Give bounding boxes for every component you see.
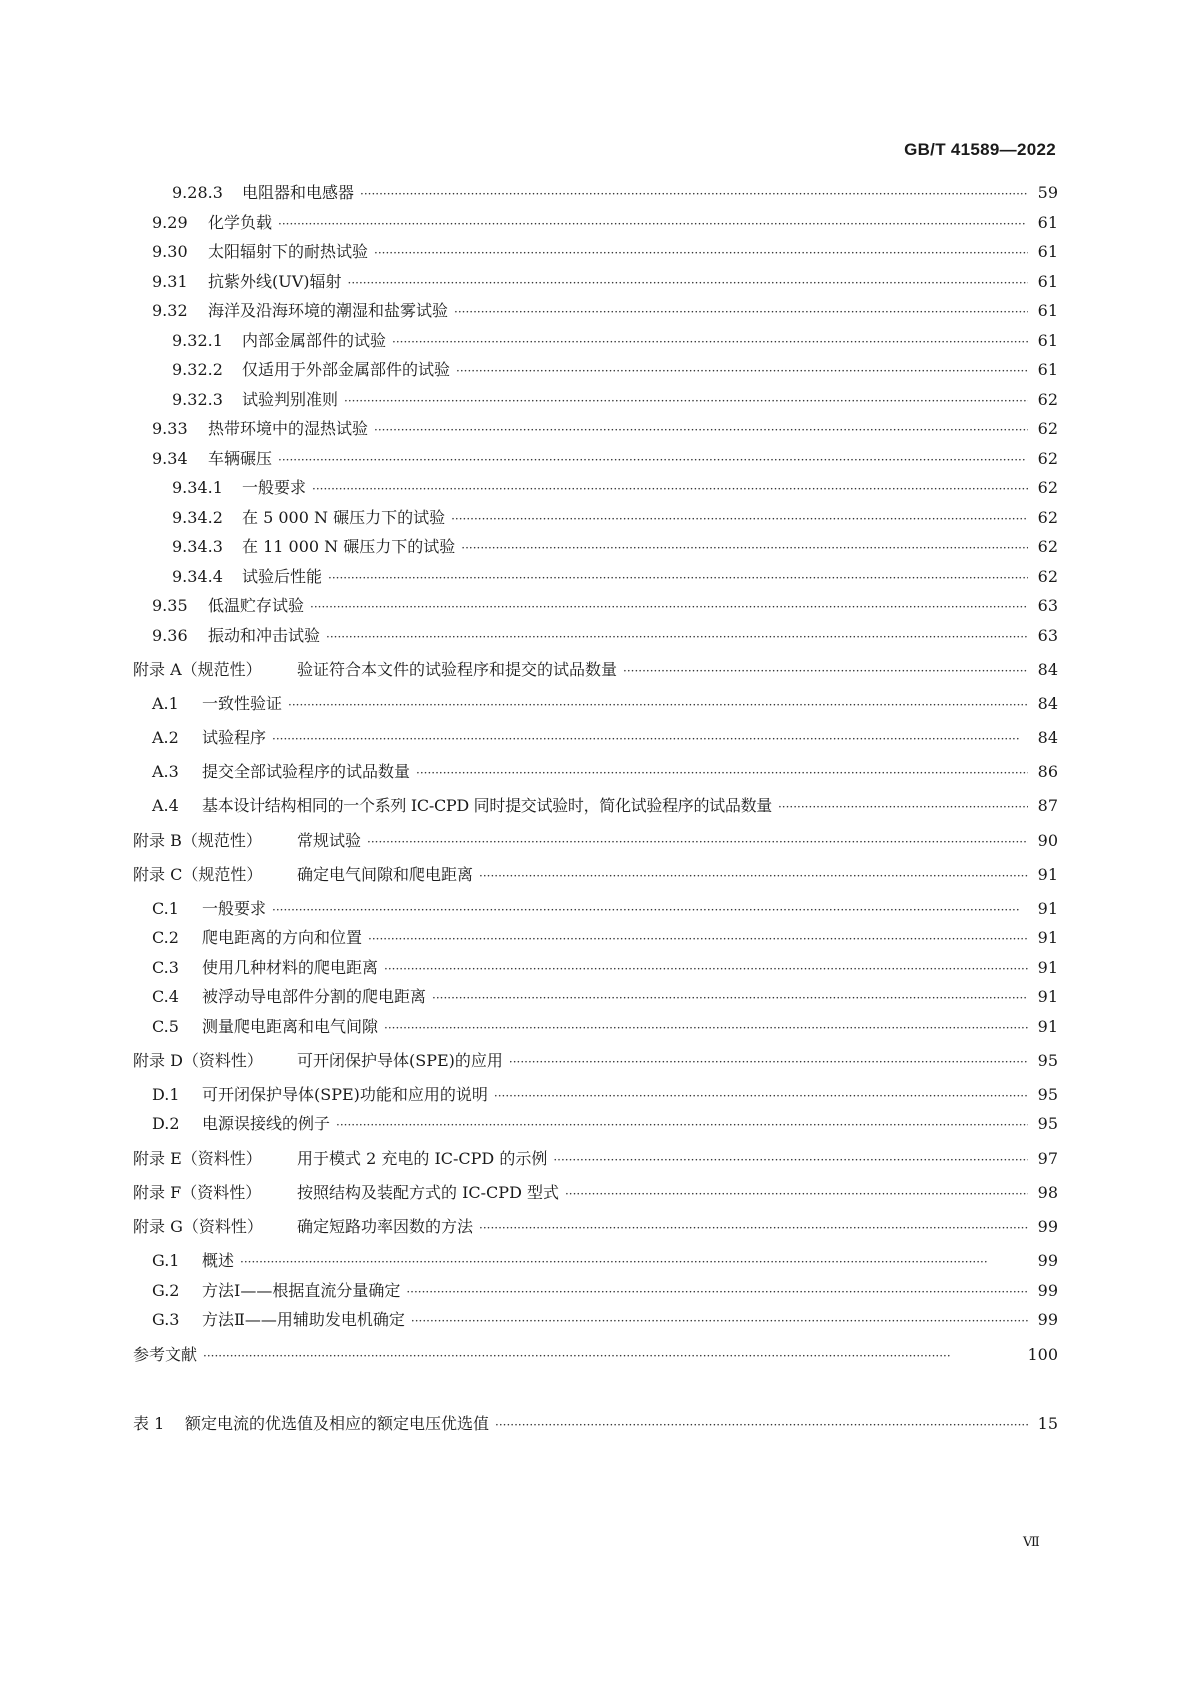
toc-entry-appendix[interactable] [133,1148,1058,1170]
entry-title: 电源误接线的例子 [202,1114,331,1133]
entry-number: A.4 [152,796,179,815]
dot-leader [384,1017,1028,1039]
entry-title: 低温贮存试验 [208,596,305,615]
entry-title: 常规试验 [297,831,362,850]
entry-page: 62 [1037,390,1058,409]
entry-number: G.1 [152,1251,180,1270]
dot-leader [278,449,1028,471]
entry-title: 方法Ⅱ——用辅助发电机确定 [202,1310,405,1329]
dot-leader [411,1310,1028,1332]
entry-title: 内部金属部件的试验 [242,331,387,350]
toc-entry-appendix[interactable] [133,864,1058,886]
entry-page: 91 [1037,1017,1058,1036]
toc-entry[interactable] [152,1016,1058,1038]
dot-leader [203,1345,1021,1367]
entry-title: 电阻器和电感器 [242,183,355,202]
entry-page: 95 [1037,1114,1058,1133]
dot-leader [553,1149,1028,1171]
entry-number: 表 1 [133,1414,165,1433]
toc-entry-references[interactable] [133,1344,1058,1366]
entry-number: 9.31 [152,272,188,291]
entry-title: 提交全部试验程序的试品数量 [202,762,411,781]
entry-number: 9.34.3 [172,537,223,556]
entry-number: D.2 [152,1114,180,1133]
dot-leader [432,987,1028,1009]
entry-page: 97 [1037,1149,1058,1168]
page-number: Ⅶ [1023,1535,1040,1550]
entry-title: 方法Ⅰ——根据直流分量确定 [202,1281,401,1300]
entry-title: 基本设计结构相同的一个系列 IC-CPD 同时提交试验时，简化试验程序的试品数量 [202,796,772,815]
entry-title: 被浮动导电部件分割的爬电距离 [202,987,427,1006]
entry-number: 9.34.2 [172,508,223,527]
entry-title: 按照结构及装配方式的 IC-CPD 型式 [297,1183,559,1202]
entry-title: 爬电距离的方向和位置 [202,928,363,947]
document-id: GB/T 41589—2022 [904,140,1056,159]
toc-entry[interactable] [152,898,1058,920]
dot-leader [240,1251,1028,1273]
toc-entry[interactable] [152,957,1058,979]
entry-page: 62 [1037,449,1058,468]
entry-title: 使用几种材料的爬电距离 [202,958,379,977]
dot-leader [272,728,1028,750]
entry-number: 9.34 [152,449,188,468]
entry-title: 额定电流的优选值及相应的额定电压优选值 [185,1414,490,1433]
toc-entry[interactable] [152,1113,1058,1135]
toc-entry[interactable] [172,330,1058,352]
entry-title: 概述 [202,1251,235,1270]
entry-page: 91 [1037,865,1058,884]
dot-leader [368,928,1028,950]
dot-leader [360,183,1028,205]
entry-number: A.1 [152,694,179,713]
dot-leader [272,899,1028,921]
toc-entry[interactable] [152,595,1058,617]
dot-leader [344,390,1028,412]
entry-page: 59 [1037,183,1058,202]
entry-title: 测量爬电距离和电气间隙 [202,1017,379,1036]
entry-number: 9.34.1 [172,478,223,497]
entry-page: 91 [1037,958,1058,977]
entry-title: 化学负载 [208,213,273,232]
entry-page: 91 [1037,899,1058,918]
entry-title: 一般要求 [242,478,307,497]
toc-entry[interactable] [152,271,1058,293]
dot-leader [461,537,1028,559]
entry-title: 一致性验证 [202,694,283,713]
entry-title: 在 11 000 N 碾压力下的试验 [242,537,456,556]
entry-number: D.1 [152,1085,180,1104]
toc-entry-appendix[interactable] [133,1182,1058,1204]
toc-entry[interactable] [152,625,1058,647]
entry-page: 84 [1037,728,1058,747]
dot-leader [509,1051,1028,1073]
entry-title: 可开闭保护导体(SPE)的应用 [297,1051,503,1070]
entry-page: 62 [1037,537,1058,556]
entry-page: 99 [1037,1217,1058,1236]
entry-number: 9.33 [152,419,188,438]
dot-leader [348,272,1028,294]
entry-number: C.3 [152,958,179,977]
toc-entry[interactable] [172,566,1058,588]
entry-page: 99 [1037,1281,1058,1300]
entry-page: 61 [1037,360,1058,379]
toc-entry[interactable] [152,300,1058,322]
entry-number: 附录 B（规范性） [133,831,262,850]
toc-entry[interactable] [152,241,1058,263]
entry-page: 61 [1037,301,1058,320]
entry-number: 9.36 [152,626,188,645]
entry-page: 87 [1037,796,1058,815]
dot-leader [328,567,1028,589]
entry-page: 98 [1037,1183,1058,1202]
entry-title: 一般要求 [202,899,267,918]
entry-number: G.2 [152,1281,180,1300]
dot-leader [456,360,1028,382]
toc-entry[interactable] [152,418,1058,440]
entry-page: 91 [1037,987,1058,1006]
entry-number: 9.28.3 [172,183,223,202]
entry-page: 62 [1037,508,1058,527]
entry-page: 62 [1037,419,1058,438]
entry-number: 9.29 [152,213,188,232]
entry-number: 附录 F（资料性） [133,1183,262,1202]
toc-entry[interactable] [172,359,1058,381]
entry-page: 91 [1037,928,1058,947]
entry-page: 15 [1037,1414,1058,1433]
entry-page: 95 [1037,1085,1058,1104]
entry-number: 9.32.3 [172,390,223,409]
toc-entry[interactable] [152,795,1058,817]
entry-title: 在 5 000 N 碾压力下的试验 [242,508,446,527]
entry-title: 振动和冲击试验 [208,626,321,645]
dot-leader [778,796,1028,818]
entry-title: 参考文献 [133,1345,198,1364]
toc-entry[interactable] [152,693,1058,715]
entry-number: 9.35 [152,596,188,615]
dot-leader [479,865,1028,887]
entry-number: 附录 A（规范性） [133,660,262,679]
entry-page: 63 [1037,626,1058,645]
dot-leader [454,301,1028,323]
entry-number: A.3 [152,762,179,781]
entry-number: 9.32.2 [172,360,223,379]
entry-title: 仅适用于外部金属部件的试验 [242,360,451,379]
entry-number: C.5 [152,1017,179,1036]
entry-number: C.4 [152,987,179,1006]
dot-leader [288,694,1028,716]
entry-number: 附录 G（资料性） [133,1217,263,1236]
dot-leader [310,596,1028,618]
entry-title: 试验后性能 [242,567,323,586]
dot-leader [406,1281,1028,1303]
dot-leader [336,1114,1028,1136]
toc-entry-appendix[interactable] [133,830,1058,852]
toc-entry-appendix[interactable] [133,1216,1058,1238]
entry-page: 62 [1037,478,1058,497]
toc-entry[interactable] [152,448,1058,470]
entry-page: 95 [1037,1051,1058,1070]
dot-leader [278,213,1028,235]
entry-title: 海洋及沿海环境的潮湿和盐雾试验 [208,301,449,320]
dot-leader [565,1183,1028,1205]
toc-entry[interactable] [152,1084,1058,1106]
entry-title: 确定电气间隙和爬电距离 [297,865,474,884]
dot-leader [479,1217,1028,1239]
dot-leader [374,419,1028,441]
dot-leader [416,762,1028,784]
entry-title: 验证符合本文件的试验程序和提交的试品数量 [297,660,618,679]
toc-entry[interactable] [152,1309,1058,1331]
entry-title: 确定短路功率因数的方法 [297,1217,474,1236]
entry-page: 100 [1027,1345,1058,1364]
toc-entry[interactable] [172,507,1058,529]
toc-entry-table[interactable] [133,1413,1058,1435]
entry-title: 热带环境中的湿热试验 [208,419,369,438]
entry-number: C.1 [152,899,179,918]
entry-number: 9.30 [152,242,188,261]
entry-title: 试验程序 [202,728,267,747]
entry-page: 61 [1037,213,1058,232]
dot-leader [623,660,1028,682]
entry-number: 附录 D（资料性） [133,1051,263,1070]
entry-number: 9.34.4 [172,567,223,586]
entry-title: 用于模式 2 充电的 IC-CPD 的示例 [297,1149,548,1168]
entry-title: 试验判别准则 [242,390,339,409]
entry-number: 9.32.1 [172,331,223,350]
entry-number: A.2 [152,728,179,747]
entry-title: 车辆碾压 [208,449,273,468]
entry-title: 可开闭保护导体(SPE)功能和应用的说明 [202,1085,488,1104]
toc-entry-appendix[interactable] [133,659,1058,681]
entry-page: 62 [1037,567,1058,586]
toc-entry[interactable] [152,927,1058,949]
entry-number: 附录 E（资料性） [133,1149,262,1168]
entry-page: 90 [1037,831,1058,850]
dot-leader [374,242,1028,264]
toc-entry[interactable] [152,1280,1058,1302]
entry-page: 99 [1037,1310,1058,1329]
toc-entry[interactable] [172,477,1058,499]
dot-leader [451,508,1028,530]
toc-entry[interactable] [172,536,1058,558]
dot-leader [494,1085,1028,1107]
dot-leader [367,831,1028,853]
entry-page: 86 [1037,762,1058,781]
dot-leader [312,478,1028,500]
entry-page: 99 [1037,1251,1058,1270]
toc-entry[interactable] [152,727,1058,749]
entry-page: 61 [1037,242,1058,261]
entry-page: 84 [1037,660,1058,679]
entry-number: 附录 C（规范性） [133,865,263,884]
entry-number: 9.32 [152,301,188,320]
entry-page: 61 [1037,331,1058,350]
toc-entry[interactable] [152,986,1058,1008]
entry-page: 63 [1037,596,1058,615]
toc-entry[interactable] [152,1250,1058,1272]
dot-leader [384,958,1028,980]
dot-leader [495,1414,1028,1436]
toc-entry-appendix[interactable] [133,1050,1058,1072]
toc-entry[interactable] [152,761,1058,783]
entry-title: 抗紫外线(UV)辐射 [208,272,342,291]
entry-page: 84 [1037,694,1058,713]
toc-entry[interactable] [152,212,1058,234]
toc-entry[interactable] [172,389,1058,411]
dot-leader [392,331,1028,353]
entry-number: C.2 [152,928,179,947]
entry-number: G.3 [152,1310,180,1329]
entry-page: 61 [1037,272,1058,291]
entry-title: 太阳辐射下的耐热试验 [208,242,369,261]
toc-entry[interactable] [172,182,1058,204]
dot-leader [326,626,1028,648]
